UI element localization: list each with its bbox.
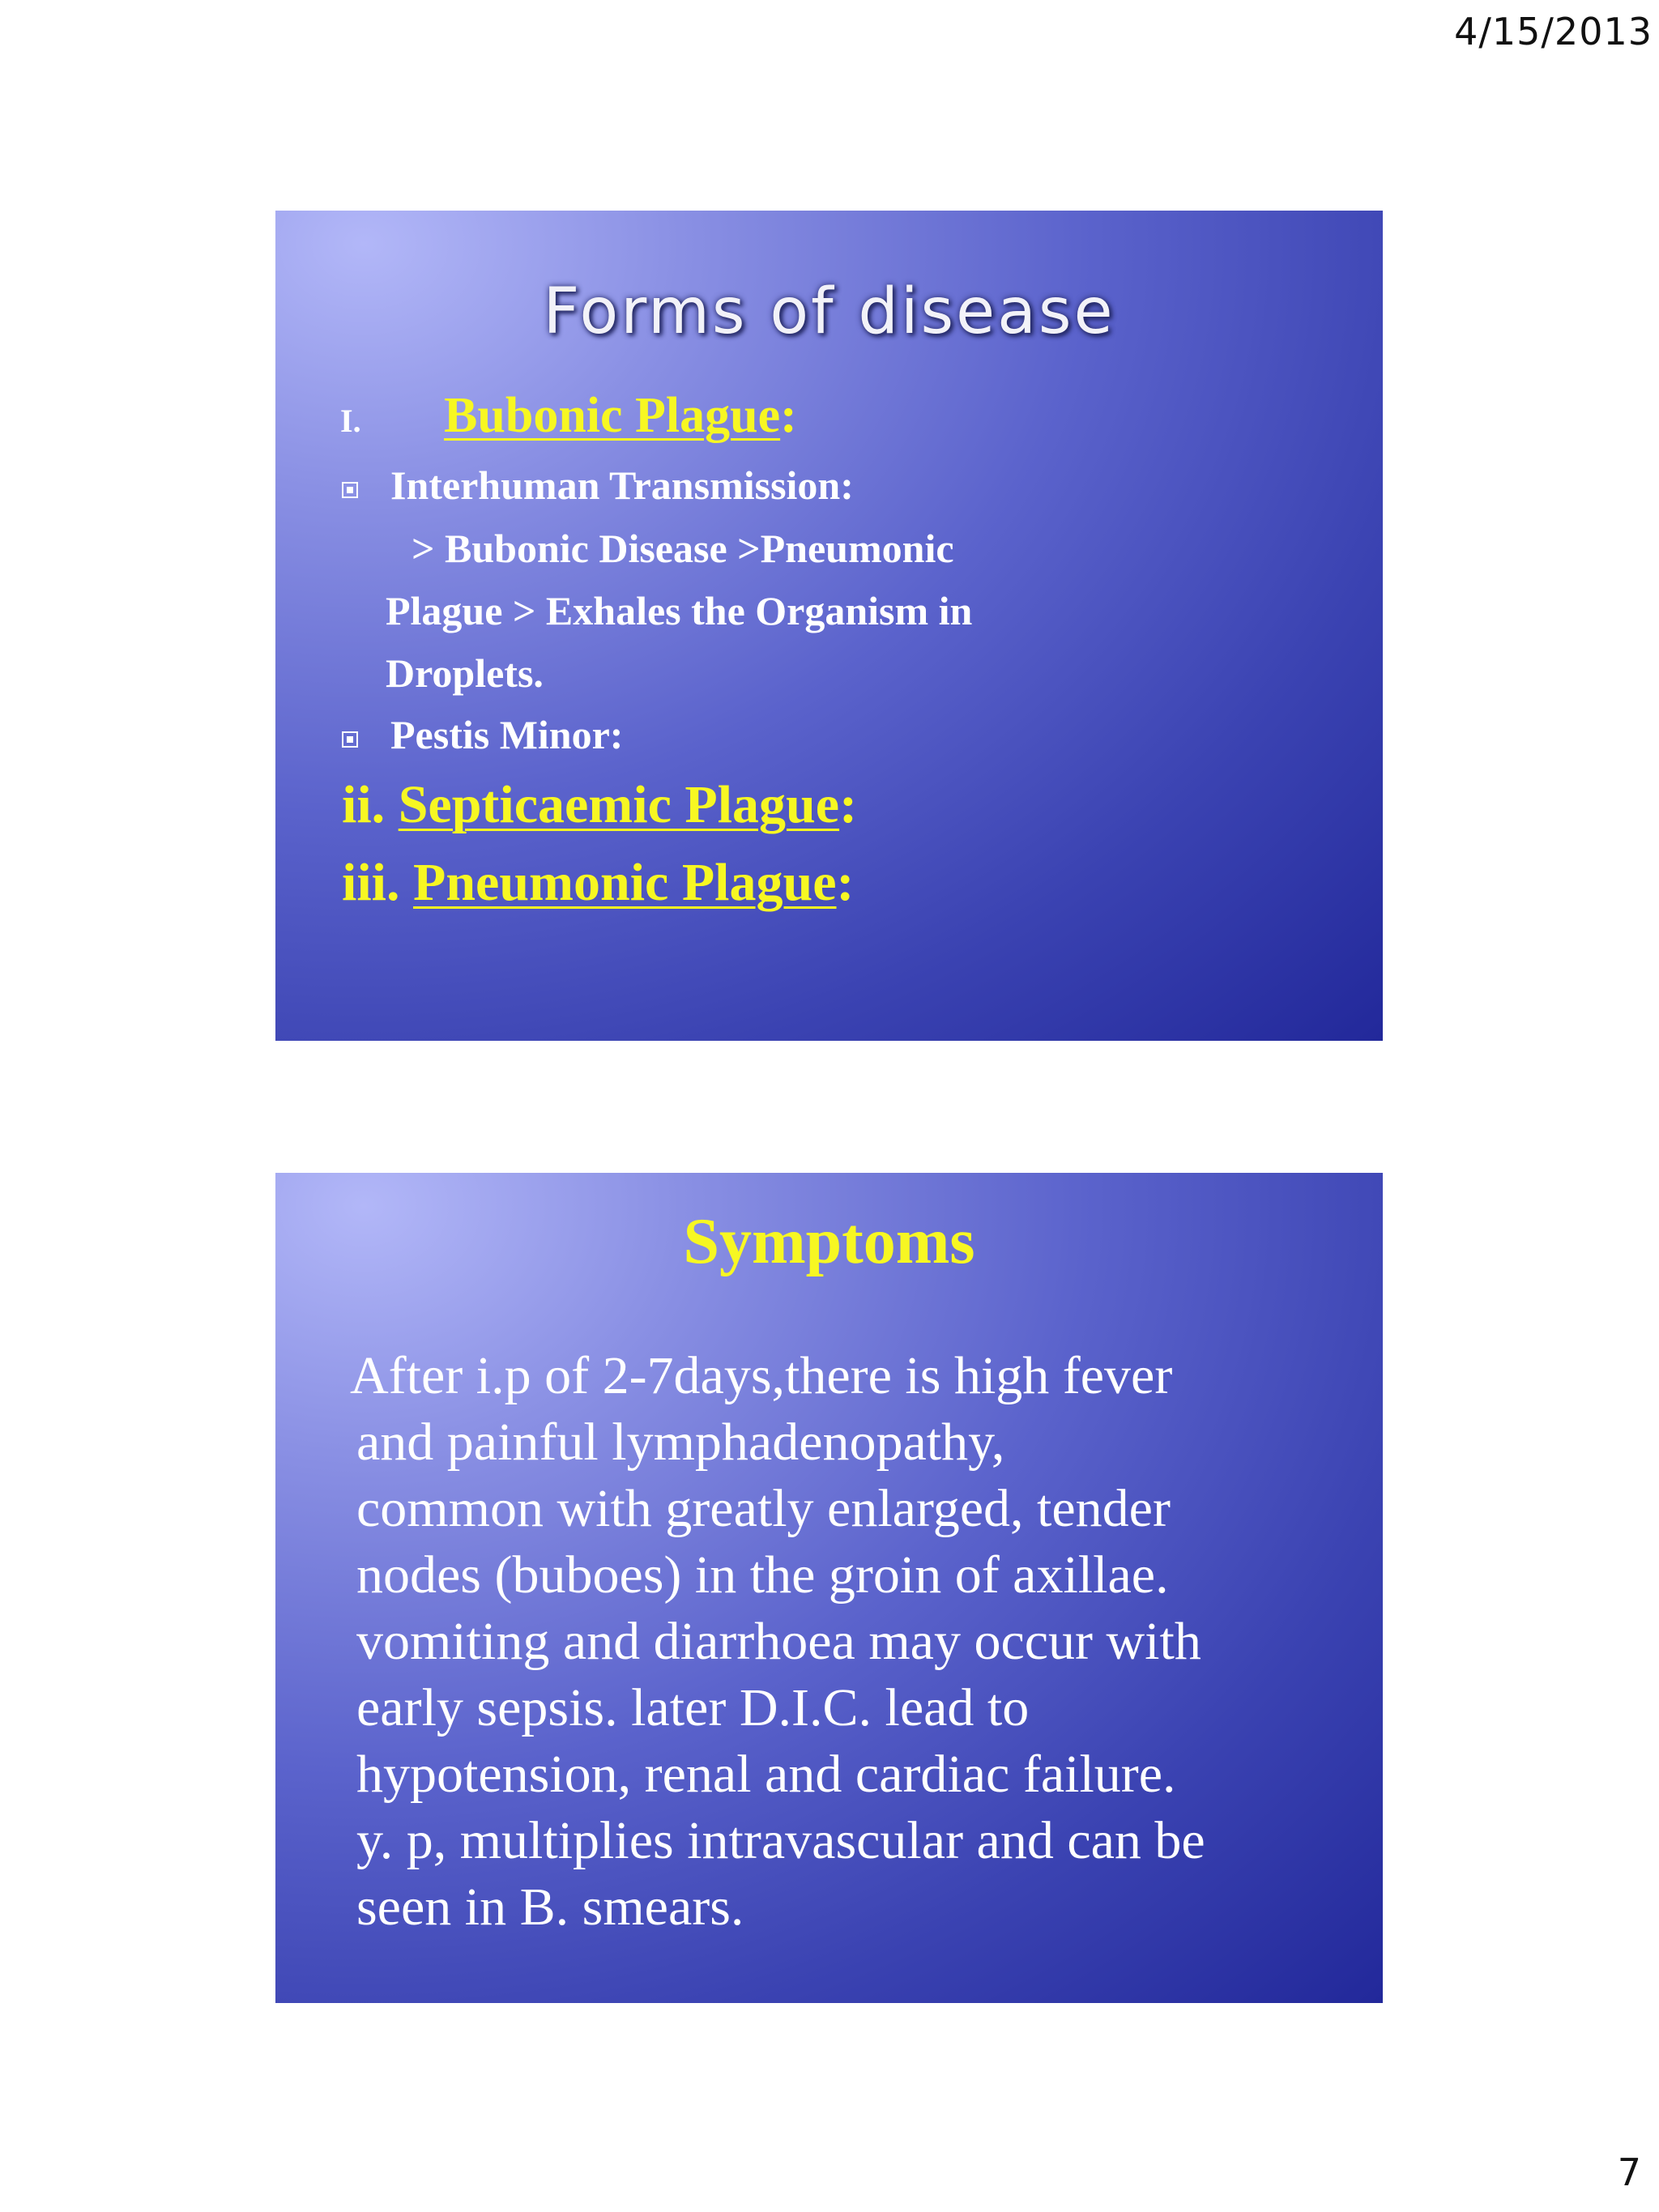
body-line: and painful lymphadenopathy, (356, 1413, 1005, 1472)
bullet-pestis-minor (342, 711, 623, 758)
square-bullet-icon (342, 731, 358, 748)
slide-forms-of-disease (275, 211, 1383, 1041)
body-line: nodes (buboes) in the groin of axillae. (356, 1545, 1169, 1605)
body-line: common with greatly enlarged, tender (356, 1479, 1171, 1538)
bullet-interhuman (342, 462, 854, 509)
symptoms-body (350, 1343, 1369, 1941)
body-line: y. p, multiplies intravascular and can be (356, 1811, 1205, 1870)
item-colon: : (836, 853, 855, 912)
body-line: early sepsis. later D.I.C. lead to (356, 1678, 1030, 1737)
page-date: 4/15/2013 (1454, 10, 1653, 53)
list-item-septicaemic (342, 774, 857, 836)
body-line: vomiting and diarrhoea may occur with (356, 1612, 1201, 1671)
item-marker: ii. (342, 775, 399, 834)
slide-title: Symptoms (683, 1206, 975, 1277)
slide-title: Forms of disease (543, 275, 1115, 348)
item-label: Septicaemic Plague (398, 775, 840, 834)
item-label: Pneumonic Plague (413, 853, 837, 912)
item-colon: : (780, 388, 797, 443)
list-item-bubonic (340, 387, 797, 445)
item-label: Bubonic Plague (444, 388, 781, 443)
page-number: 7 (1617, 2150, 1641, 2194)
bullet-text: Interhuman Transmission: (390, 462, 854, 508)
sub-line: > Bubonic Disease >Pneumonic (412, 526, 954, 571)
sub-line: Droplets. (386, 650, 544, 696)
body-line: After i.p of 2-7days,there is high fever (350, 1346, 1173, 1405)
list-item-pneumonic (342, 852, 855, 914)
body-line: hypotension, renal and cardiac failure. (356, 1745, 1176, 1804)
bullet-text: Pestis Minor: (390, 712, 624, 757)
item-colon: : (839, 775, 858, 834)
body-line: seen in B. smears. (356, 1877, 744, 1937)
item-marker: iii. (342, 853, 414, 912)
sub-line: Plague > Exhales the Organism in (386, 588, 973, 633)
slide-symptoms (275, 1173, 1383, 2003)
item-marker: I. (340, 403, 361, 439)
square-bullet-icon (342, 482, 358, 498)
